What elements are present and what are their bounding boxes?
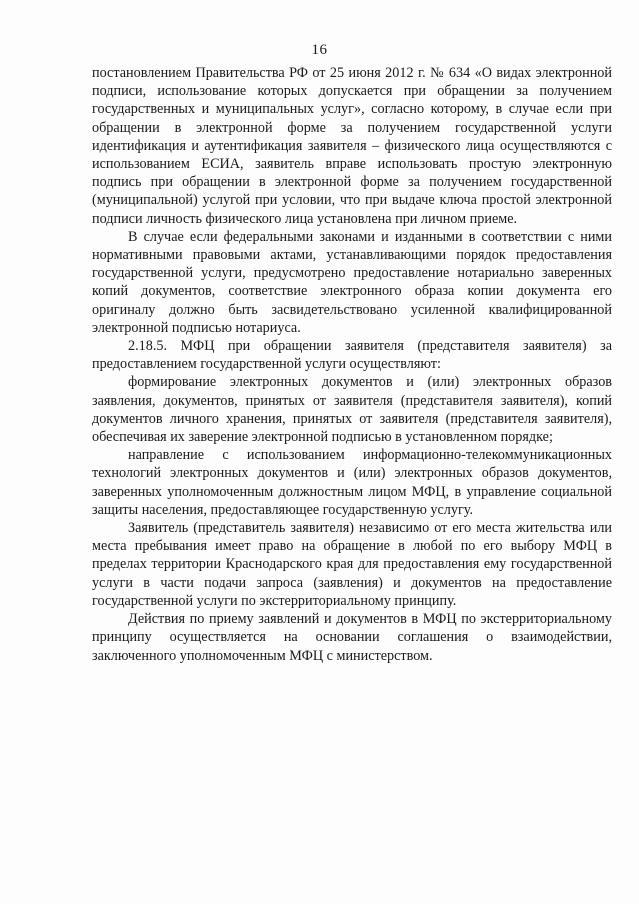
paragraph-applicant-right: Заявитель (представитель заявителя) независимо от его места жительства или места пребывания имеет право на обращение в любой по его выбору МФЦ в пределах территории Краснодарского края для предоставления ему государственной услуги в части подачи запроса (заявления) и документов на предоставление государственной услуги по экстерриториальному принципу. — [92, 520, 612, 609]
paragraph-section-2-18-5: 2.18.5. МФЦ при обращении заявителя (представителя заявителя) за предоставлением государственной услуги осуществляют: — [92, 338, 612, 373]
paragraph-formation: формирование электронных документов и (или) электронных образов заявления, документов, принятых от заявителя (представителя заявителя), копий документов личного хранения, принятых от заявителя (представителя заявителя), обеспечивая их заверение электронной подписью в установленном порядке; — [92, 374, 612, 446]
document-body — [92, 64, 612, 665]
paragraph-continuation: постановлением Правительства РФ от 25 июня 2012 г. № 634 «О видах электронной подписи, использование которых допускается при обращении за получением государственных и муниципальных услуг», согласно которому, в случае если при обращении в электронной форме за получением государственной услуги идентификация и аутентификация заявителя – физического лица осуществляются с использованием ЕСИА, заявитель вправе использовать простую электронную подпись при обращении в электронной форме за получением государственной (муниципальной) услугой при условии, что при выдаче ключа простой электронной подписи личность физического лица установлена при личном приеме. — [92, 65, 612, 227]
paragraph-actions: Действия по приему заявлений и документов в МФЦ по экстерриториальному принципу осуществляется на основании соглашения о взаимодействии, заключенного уполномоченным МФЦ с министерством. — [92, 611, 612, 664]
paragraph-notary: В случае если федеральными законами и изданными в соответствии с ними нормативными правовыми актами, устанавливающими порядок предоставления государственной услуги, предусмотрено предоставление нотариально заверенных копий документов, соответствие электронного образа копии документа его оригиналу должно быть засвидетельствовано усиленной квалифицированной электронной подписью нотариуса. — [92, 228, 612, 336]
paragraph-sending: направление с использованием информационно-телекоммуникационных технологий электронных документов и (или) электронных образов документов, заверенных уполномоченным должностным лицом МФЦ, в управление социальной защиты населения, предоставляющее государственную услугу. — [92, 447, 612, 518]
page-number: 16 — [311, 42, 328, 58]
